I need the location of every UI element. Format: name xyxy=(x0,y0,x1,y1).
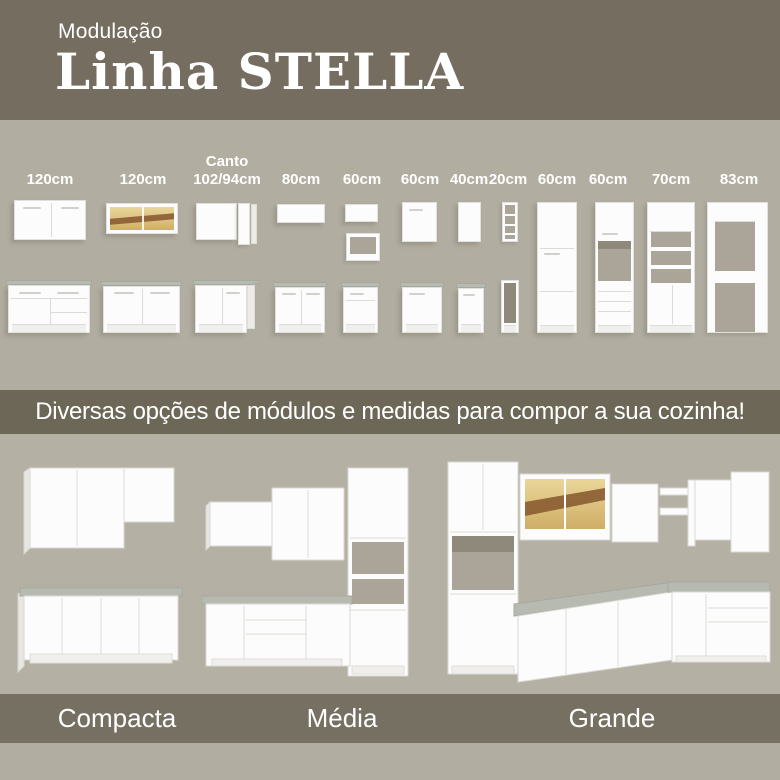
module-12-open-tower-frame xyxy=(707,202,768,333)
grande-tower xyxy=(448,462,518,674)
footer-strip xyxy=(0,743,780,780)
kitchen-grande-graphic xyxy=(436,436,776,694)
module-11-shelf-tower xyxy=(647,202,695,333)
module-10-oven-tower xyxy=(595,202,634,333)
module-label-8: 20cm xyxy=(488,171,528,189)
module-label-6: 60cm xyxy=(400,171,440,189)
module-5-base-cabinet xyxy=(343,282,378,333)
module-label-2: 120cm xyxy=(119,171,167,189)
module-2-glass-wall-cabinet xyxy=(106,203,178,234)
module-label-12: 83cm xyxy=(719,171,759,189)
module-label-3: Canto 102/94cm xyxy=(193,152,261,189)
modules-section xyxy=(0,120,780,390)
media-tower xyxy=(348,468,408,676)
kitchen-labels-band xyxy=(0,694,780,743)
module-label-4: 80cm xyxy=(281,171,321,189)
banner xyxy=(0,390,780,434)
module-4-wall-cabinet xyxy=(277,204,325,223)
label-compacta: Compacta xyxy=(57,703,177,733)
module-2-base-cabinet xyxy=(103,281,180,333)
kitchen-media-graphic xyxy=(202,444,442,694)
header-kicker: Modulação xyxy=(58,20,163,43)
compacta-wall-cabinets xyxy=(24,468,174,554)
module-label-5: 60cm xyxy=(342,171,382,189)
kitchens-section xyxy=(0,434,780,694)
label-grande: Grande xyxy=(568,703,656,733)
media-base-cabinets xyxy=(202,596,352,666)
glass-interior xyxy=(110,207,174,230)
module-label-1: 120cm xyxy=(26,171,74,189)
media-wall-cabinets xyxy=(206,488,344,560)
module-label-7: 40cm xyxy=(449,171,489,189)
module-label-9: 60cm xyxy=(537,171,577,189)
header xyxy=(0,0,780,120)
module-3-corner-base-cabinet xyxy=(195,280,260,333)
label-media: Média xyxy=(306,703,378,733)
grande-base-cabinets xyxy=(514,582,770,682)
module-1-wall-cabinet xyxy=(14,200,86,240)
module-4-base-cabinet xyxy=(275,282,325,333)
module-1-base-cabinet xyxy=(8,280,90,333)
grande-glass-wall-cabinet xyxy=(520,474,610,540)
module-label-10: 60cm xyxy=(588,171,628,189)
compacta-base-cabinets xyxy=(18,588,182,672)
grande-wall-cabinets xyxy=(612,472,769,552)
module-label-11: 70cm xyxy=(651,171,691,189)
page-title: Linha STELLA xyxy=(55,42,465,101)
banner-text: Diversas opções de módulos e medidas para compor a sua cozinha! xyxy=(35,398,745,425)
module-9-tall-pantry xyxy=(537,202,577,333)
kitchen-compacta-graphic xyxy=(6,448,206,694)
